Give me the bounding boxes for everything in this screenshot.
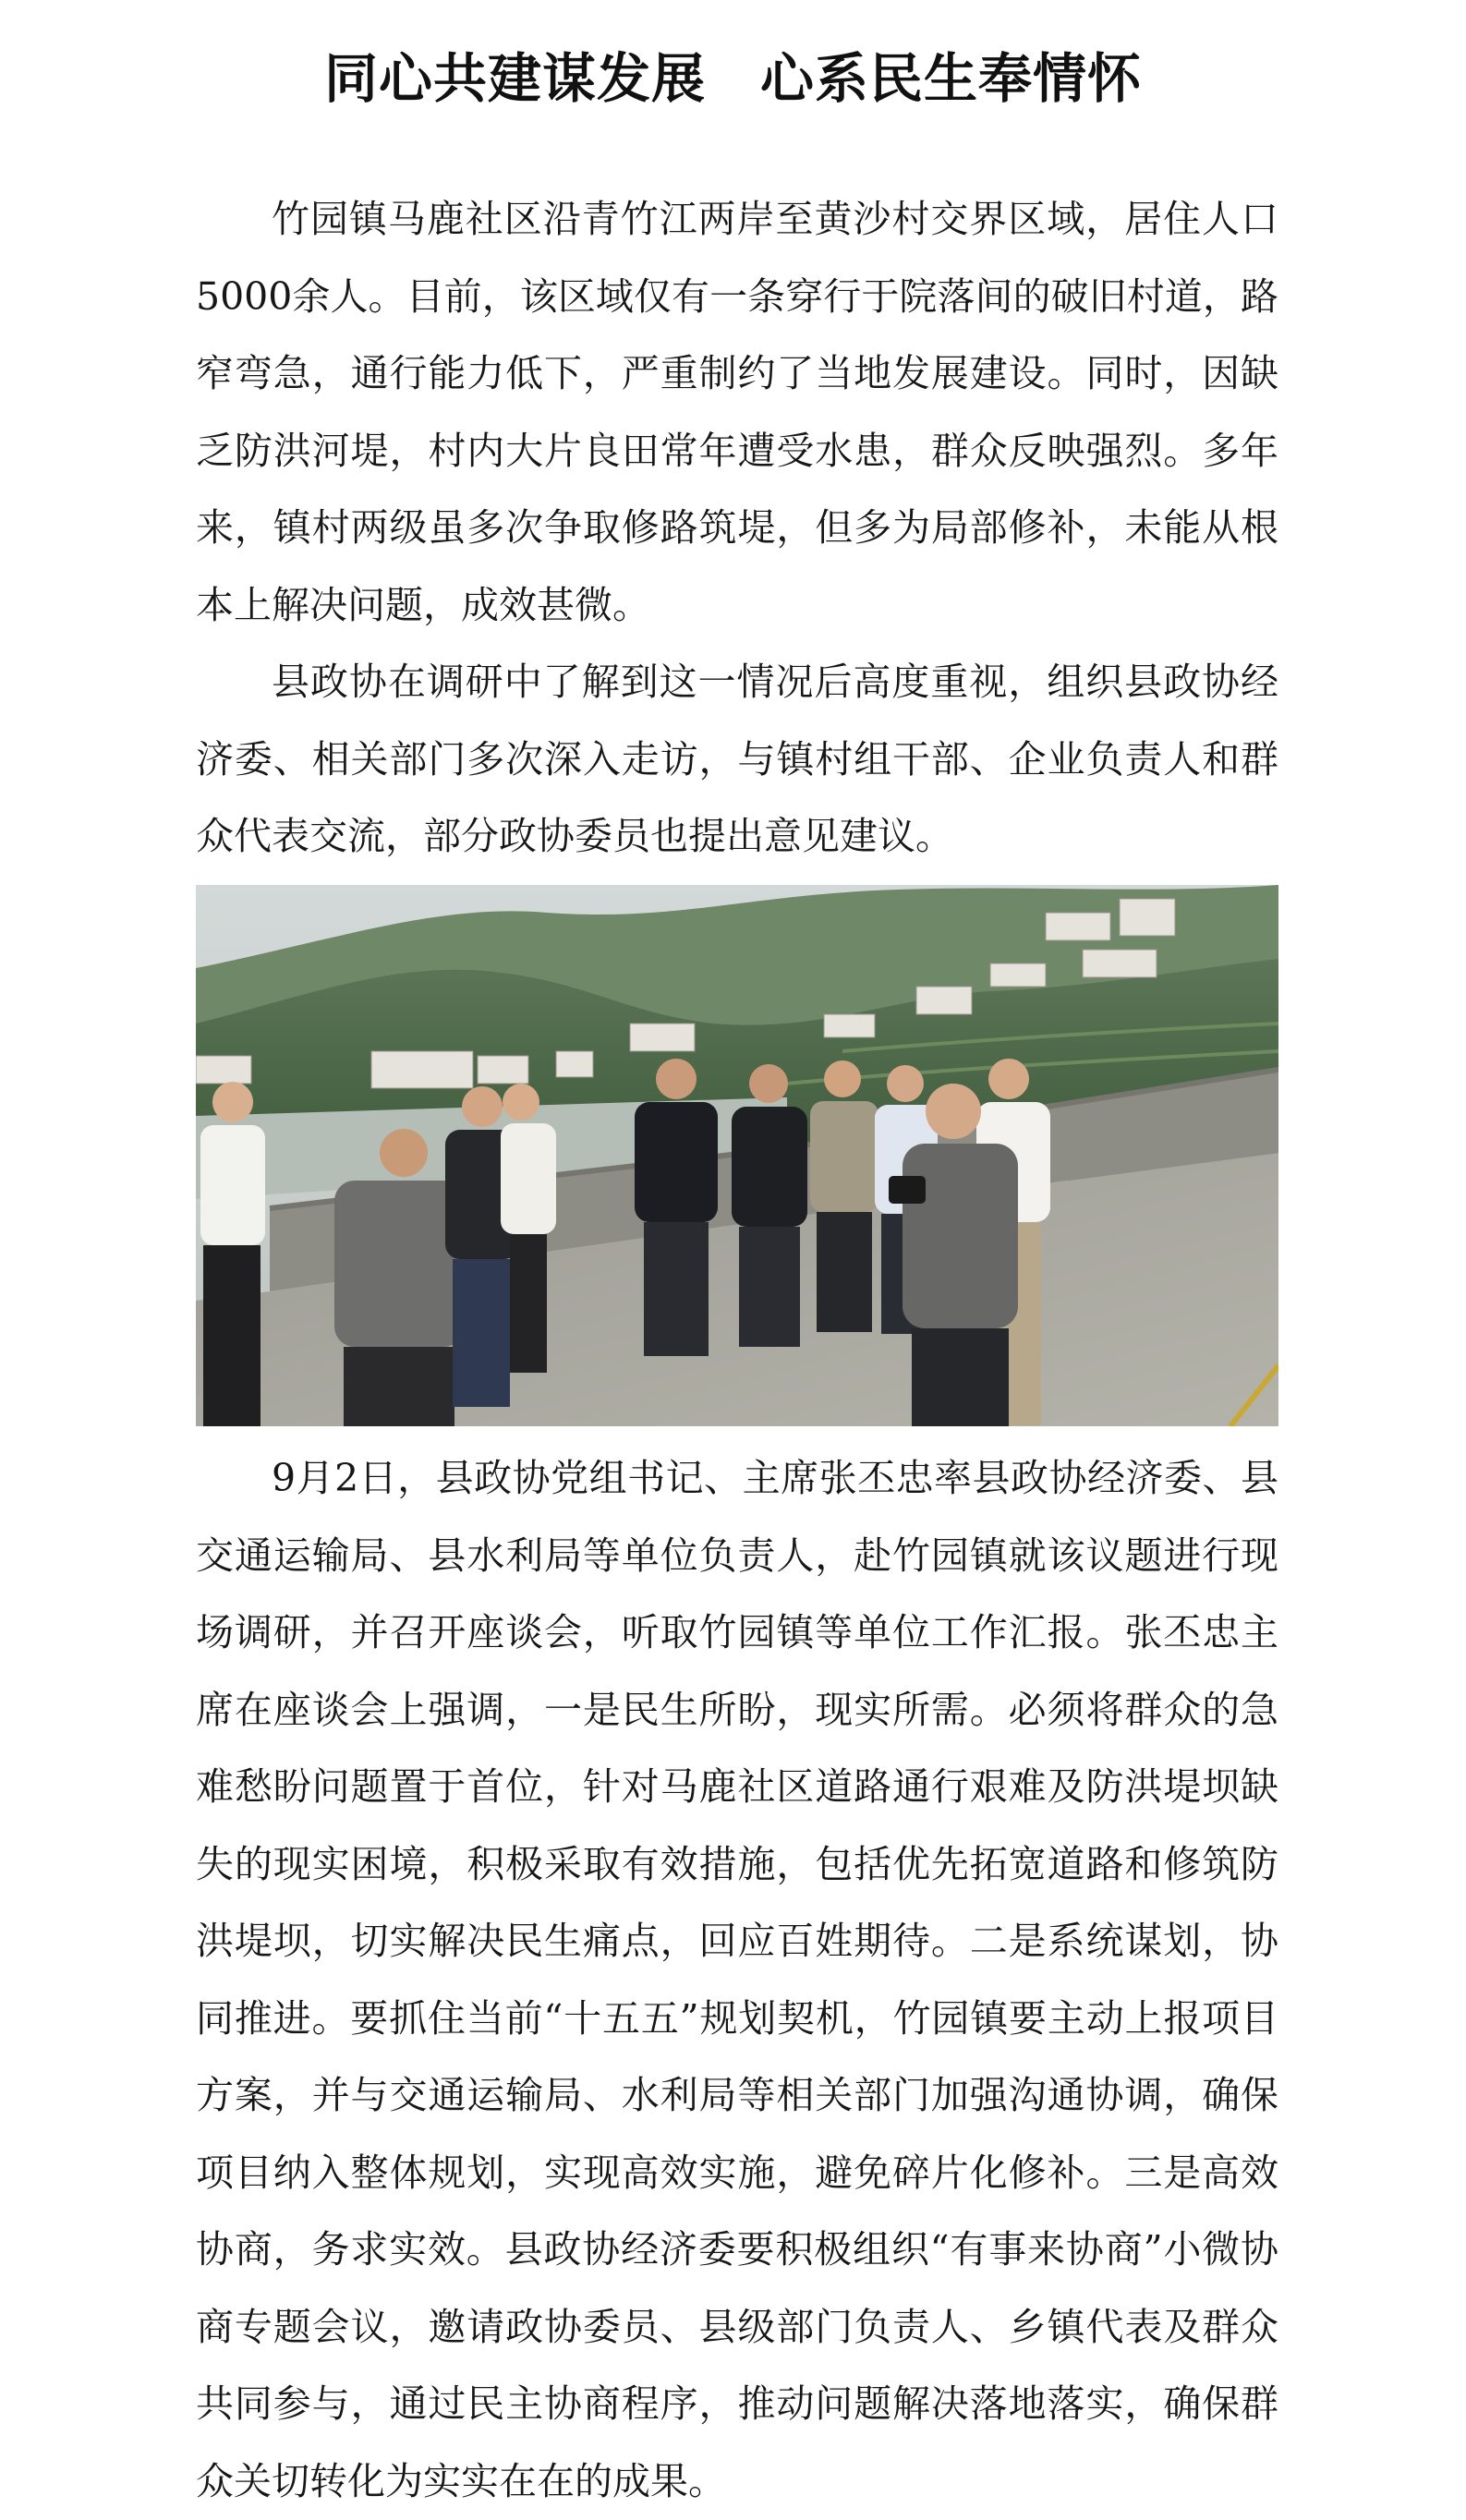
paragraph-3: 9月2日，县政协党组书记、主席张丕忠率县政协经济委、县交通运输局、县水利局等单位负责人，赴竹园镇就该议题进行现场调研，并召开座谈会，听取竹园镇等单位工作汇报。张丕忠主席在座谈会上强调，一是民生所盼，现实所需。必须将群众的急难愁盼问题置于首位，针对马鹿社区道路通行艰难及防洪堤坝缺失的现实困境，积极采取有效措施，包括优先拓宽道路和修筑防洪堤坝，切实解决民生痛点，回应百姓期待。二是系统谋划，协同推进。要抓住当前“十五五”规划契机，竹园镇要主动上报项目方案，并与交通运输局、水利局等相关部门加强沟通协调，确保项目纳入整体规划，实现高效实施，避免碎片化修补。三是高效协商，务求实效。县政协经济委要积极组织“有事来协商”小微协商专题会议，邀请政协委员、县级部门负责人、乡镇代表及群众共同参与，通过民主协商程序，推动问题解决落地落实，确保群众关切转化为实实在在的成果。	[196, 1456, 1278, 2503]
paragraph-1: 竹园镇马鹿社区沿青竹江两岸至黄沙村交界区域，居住人口5000余人。目前，该区域仅有一条穿行于院落间的破旧村道，路窄弯急，通行能力低下，严重制约了当地发展建设。同时，因缺乏防洪河堤，村内大片良田常年遭受水患，群众反映强烈。多年来，镇村两级虽多次争取修路筑堤，但多为局部修补，未能从根本上解决问题，成效甚微。	[196, 197, 1278, 627]
paragraph-2: 县政协在调研中了解到这一情况后高度重视，组织县政协经济委、相关部门多次深入走访，与镇村组干部、企业负责人和群众代表交流，部分政协委员也提出意见建议。	[196, 660, 1278, 858]
page-title: 同心共建谋发展 心系民生奉情怀	[323, 46, 1142, 110]
group-photo-illustration	[196, 885, 1278, 1426]
inspection-photo	[196, 885, 1278, 1426]
